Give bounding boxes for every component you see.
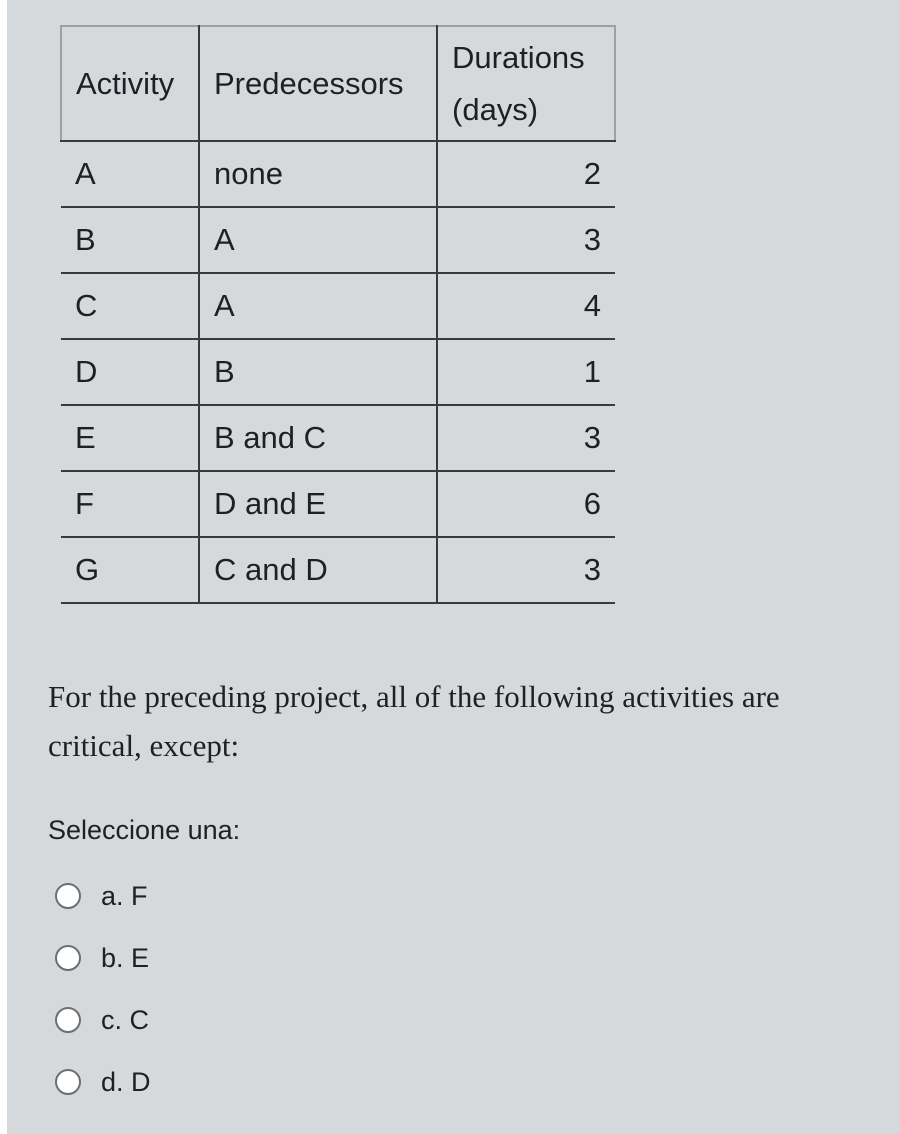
table-row (61, 537, 615, 603)
cell-predecessors: none (199, 141, 437, 207)
cell-activity: A (61, 141, 199, 207)
table-row (61, 339, 615, 405)
radio-button-a[interactable] (55, 883, 81, 909)
header-durations-line2: (days) (452, 91, 539, 127)
table-header-row (61, 26, 615, 141)
cell-activity: D (61, 339, 199, 405)
header-predecessors: Predecessors (199, 26, 437, 141)
table-row (61, 405, 615, 471)
header-durations (437, 26, 615, 141)
cell-activity: E (61, 405, 199, 471)
option-d[interactable] (55, 1051, 151, 1113)
cell-duration: 6 (437, 471, 615, 537)
cell-duration: 3 (437, 405, 615, 471)
cell-duration: 2 (437, 141, 615, 207)
radio-button-d[interactable] (55, 1069, 81, 1095)
table-row (61, 141, 615, 207)
option-label: c. C (101, 1004, 150, 1035)
radio-button-b[interactable] (55, 945, 81, 971)
option-label: d. D (101, 1066, 151, 1097)
question-panel (7, 0, 900, 1134)
option-c[interactable] (55, 989, 151, 1051)
option-label: a. F (101, 880, 148, 911)
cell-predecessors: C and D (199, 537, 437, 603)
cell-predecessors: B (199, 339, 437, 405)
cell-duration: 4 (437, 273, 615, 339)
header-activity: Activity (61, 26, 199, 141)
table-row (61, 207, 615, 273)
cell-duration: 1 (437, 339, 615, 405)
option-label: b. E (101, 942, 150, 973)
cell-duration: 3 (437, 207, 615, 273)
cell-activity: C (61, 273, 199, 339)
question-text: For the preceding project, all of the following activities are critical, except: (48, 679, 780, 763)
cell-predecessors: B and C (199, 405, 437, 471)
cell-activity: B (61, 207, 199, 273)
table-row (61, 273, 615, 339)
cell-activity: F (61, 471, 199, 537)
cell-duration: 3 (437, 537, 615, 603)
answer-prompt: Seleccione una: (48, 815, 241, 845)
radio-button-c[interactable] (55, 1007, 81, 1033)
activity-table (60, 25, 616, 604)
header-durations-line1: Durations (452, 39, 585, 75)
answer-options (55, 865, 151, 1113)
cell-predecessors: D and E (199, 471, 437, 537)
option-a[interactable] (55, 865, 151, 927)
table-row (61, 471, 615, 537)
cell-predecessors: A (199, 273, 437, 339)
cell-activity: G (61, 537, 199, 603)
option-b[interactable] (55, 927, 151, 989)
cell-predecessors: A (199, 207, 437, 273)
